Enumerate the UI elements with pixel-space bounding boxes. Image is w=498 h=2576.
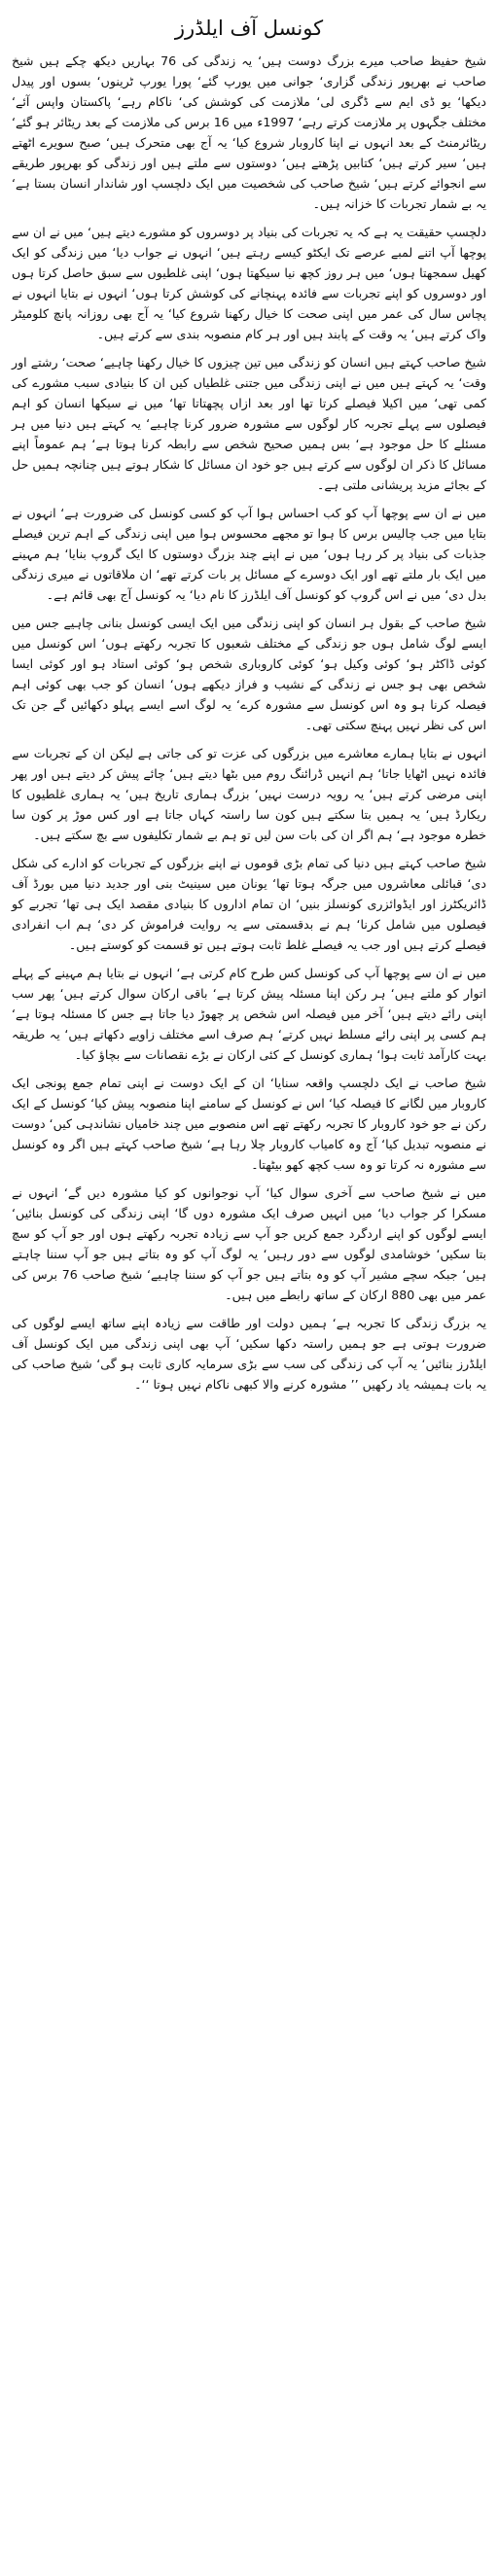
article-title: کونسل آف ایلڈرز	[174, 17, 324, 40]
article-paragraph: انہوں نے بتایا ہمارے معاشرے میں بزرگوں کی عزت تو کی جاتی ہے لیکن ان کے تجربات سے فائدہ نہیں اٹھایا جاتا‘ ہم انہیں ڈرائنگ روم میں بٹھا دیتے ہیں‘ چائے پیش کر دیتے ہیں اور پھر اپنی مرضی کرتے ہیں‘ یہ رویہ درست نہیں‘ بزرگ ہماری تاریخ ہیں‘ یہ ہماری غلطیوں کا ریکارڈ ہیں‘ یہ ہمیں بتا سکتے ہیں کون سا راستہ کہاں جاتا ہے اور کس موڑ پر کون سا خطرہ موجود ہے‘ ہم اگر ان کی بات سن لیں تو ہم بے شمار تکلیفوں سے بچ سکتے ہیں۔	[12, 746, 486, 842]
article-paragraph: شیخ حفیظ صاحب میرے بزرگ دوست ہیں‘ یہ زندگی کی 76 بہاریں دیکھ چکے ہیں شیخ صاحب نے بھرپور زندگی گزاری‘ جوانی میں یورپ گئے‘ پورا یورپ ٹرینوں‘ بسوں اور پیدل دیکھا‘ یو ڈی ایم سے ڈگری لی‘ ملازمت کی کوشش کی‘ ناکام رہے‘ پاکستان واپس آئے‘ مختلف جگہوں پر ملازمت کرتے رہے‘ 1997ء میں 16 برس کی ملازمت کے بعد ریٹائر ہو گئے‘ ریٹائرمنٹ کے بعد انہوں نے اپنا کاروبار شروع کیا‘ یہ آج بھی متحرک ہیں‘ صبح سویرے اٹھتے ہیں‘ سیر کرتے ہیں‘ کتابیں پڑھتے ہیں‘ دوستوں سے ملتے ہیں اور زندگی کو بھرپور طریقے سے انجوائے کرتے ہیں‘ شیخ صاحب کی شخصیت میں ایک دلچسپ اور شاندار انسان بستا ہے‘ یہ بے شمار تجربات کا خزانہ ہیں۔	[12, 53, 487, 211]
article-paragraph: میں نے شیخ صاحب سے آخری سوال کیا‘ آپ نوجوانوں کو کیا مشورہ دیں گے‘ انہوں نے مسکرا کر جواب دیا‘ میں انہیں صرف ایک مشورہ دوں گا‘ اپنی زندگی کی کونسل بنائیں‘ ایسے لوگوں کو اپنے اردگرد جمع کریں جو آپ سے زیادہ تجربہ رکھتے ہوں اور جو آپ کو سچ بتا سکیں‘ خوشامدی لوگوں سے دور رہیں‘ یہ لوگ آپ کو وہ بتاتے ہیں جو آپ سننا چاہتے ہیں‘ جبکہ سچے مشیر آپ کو وہ بتاتے ہیں جو آپ کو سننا چاہیے‘ شیخ صاحب 76 برس کی عمر میں بھی 880 ارکان کے ساتھ رابطے میں ہیں۔	[12, 1185, 486, 1302]
article-paragraph: شیخ صاحب کے بقول ہر انسان کو اپنی زندگی میں ایک ایسی کونسل بنانی چاہیے جس میں ایسے لوگ شامل ہوں جو زندگی کے مختلف شعبوں کا تجربہ رکھتے ہوں‘ اس کونسل میں کوئی ڈاکٹر ہو‘ کوئی وکیل ہو‘ کوئی کاروباری شخص ہو‘ کوئی استاد ہو اور کوئی ایسا شخص بھی ہو جس نے زندگی کے نشیب و فراز دیکھے ہوں‘ انسان کو جب بھی کوئی اہم فیصلہ کرنا ہو وہ اس کونسل سے مشورہ کرے‘ یہ لوگ اسے ایسے پہلو دکھائیں گے جن تک اس کی نظر نہیں پہنچ سکتی تھی۔	[12, 616, 486, 732]
article-paragraph: شیخ صاحب کہتے ہیں انسان کو زندگی میں تین چیزوں کا خیال رکھنا چاہیے‘ صحت‘ رشتے اور وقت‘ یہ کہتے ہیں میں نے اپنی زندگی میں جتنی غلطیاں کیں ان کا بنیادی سبب مشورے کی کمی تھی‘ میں اکیلا فیصلے کرتا تھا اور بعد ازاں پچھتاتا تھا‘ میں نے سیکھا انسان کو اہم فیصلوں سے پہلے تجربہ کار لوگوں سے مشورہ ضرور کرنا چاہیے‘ یہ کہتے ہیں دنیا میں ہر مسئلے کا حل موجود ہے‘ بس ہمیں صحیح شخص سے رابطہ کرنا ہوتا ہے‘ ہم عموماً اپنے مسائل کا ذکر ان لوگوں سے کرتے ہیں جو خود ان مسائل کا شکار ہوتے ہیں چنانچہ ہمیں حل کے بجائے مزید پریشانی ملتی ہے۔	[12, 355, 486, 492]
article-paragraph: شیخ صاحب کہتے ہیں دنیا کی تمام بڑی قوموں نے اپنے بزرگوں کے تجربات کو ادارے کی شکل دی‘ قبائلی معاشروں میں جرگہ ہوتا تھا‘ یونان میں سینیٹ بنی اور جدید دنیا میں بورڈ آف ڈائریکٹرز اور ایڈوائزری کونسلز بنیں‘ ان تمام اداروں کا بنیادی مقصد ایک ہی تھا‘ تجربے کو فیصلوں میں شامل کرنا‘ ہم نے بدقسمتی سے یہ روایت فراموش کر دی‘ ہم اب انفرادی فیصلے کرتے ہیں اور جب یہ فیصلے غلط ثابت ہوتے ہیں تو قسمت کو کوستے ہیں۔	[12, 856, 486, 952]
article-paragraph: میں نے ان سے پوچھا آپ کی کونسل کس طرح کام کرتی ہے‘ انہوں نے بتایا ہم مہینے کے پہلے اتوار کو ملتے ہیں‘ ہر رکن اپنا مسئلہ پیش کرتا ہے‘ باقی ارکان سوال کرتے ہیں‘ پھر سب اپنی رائے دیتے ہیں‘ آخر میں فیصلہ اس شخص پر چھوڑ دیا جاتا ہے جس کا مسئلہ ہوتا ہے‘ ہم کسی پر اپنی رائے مسلط نہیں کرتے‘ ہم صرف اسے مختلف زاویے دکھاتے ہیں‘ یہ طریقہ بہت کارآمد ثابت ہوا‘ ہماری کونسل کے کئی ارکان نے بڑے نقصانات سے بچاؤ کیا۔	[12, 966, 486, 1062]
article-paragraph: شیخ صاحب نے ایک دلچسپ واقعہ سنایا‘ ان کے ایک دوست نے اپنی تمام جمع پونجی ایک کاروبار میں لگانے کا فیصلہ کیا‘ اس نے کونسل کے سامنے اپنا منصوبہ پیش کیا‘ کونسل کے ایک رکن نے جو خود کاروبار کا تجربہ رکھتے تھے اس منصوبے میں چند خامیاں نشاندہی کیں‘ دوست نے منصوبہ تبدیل کیا‘ آج وہ کامیاب کاروبار چلا رہا ہے‘ شیخ صاحب کہتے ہیں اگر وہ کونسل سے مشورہ نہ کرتا تو وہ سب کچھ کھو بیٹھتا۔	[12, 1076, 486, 1172]
article-paragraph: دلچسپ حقیقت یہ ہے کہ یہ تجربات کی بنیاد پر دوسروں کو مشورے دیتے ہیں‘ میں نے ان سے پوچھا آپ اتنے لمبے عرصے تک ایکٹو کیسے رہتے ہیں‘ انہوں نے جواب دیا‘ میں زندگی کو ایک کھیل سمجھتا ہوں‘ میں ہر روز کچھ نیا سیکھتا ہوں‘ اپنی غلطیوں سے سبق حاصل کرتا ہوں اور دوسروں کو اپنے تجربات سے فائدہ پہنچانے کی کوشش کرتا ہوں‘ انہوں نے بتایا انہوں نے پچاس سال کی عمر میں اپنی صحت کا خیال رکھنا شروع کیا‘ یہ آج بھی روزانہ پانچ کلومیٹر واک کرتے ہیں‘ یہ وقت کے پابند ہیں اور ہر کام منصوبہ بندی سے کرتے ہیں۔	[12, 225, 486, 341]
article-body	[12, 51, 486, 1394]
article-paragraph: یہ بزرگ زندگی کا تجربہ ہے‘ ہمیں دولت اور طاقت سے زیادہ اپنے ساتھ ایسے لوگوں کی ضرورت ہوتی ہے جو ہمیں راستہ دکھا سکیں‘ آپ بھی اپنی زندگی میں ایک کونسل آف ایلڈرز بنائیں‘ یہ آپ کی زندگی کی سب سے بڑی سرمایہ کاری ثابت ہو گی‘ شیخ صاحب کی یہ بات ہمیشہ یاد رکھیں ’’ مشورہ کرنے والا کبھی ناکام نہیں ہوتا ‘‘۔	[12, 1316, 486, 1392]
article-paragraph: میں نے ان سے پوچھا آپ کو کب احساس ہوا آپ کو کسی کونسل کی ضرورت ہے‘ انہوں نے بتایا میں جب چالیس برس کا ہوا تو مجھے محسوس ہوا میں اپنی زندگی کے اہم ترین فیصلے جذبات کی بنیاد پر کر رہا ہوں‘ میں نے اپنے چند بزرگ دوستوں کا ایک گروپ بنایا‘ ہم مہینے میں ایک بار ملتے تھے اور ایک دوسرے کے مسائل پر بات کرتے تھے‘ ان ملاقاتوں نے میری زندگی بدل دی‘ میں نے اس گروپ کو کونسل آف ایلڈرز کا نام دیا‘ یہ کونسل آج بھی قائم ہے۔	[12, 506, 486, 602]
